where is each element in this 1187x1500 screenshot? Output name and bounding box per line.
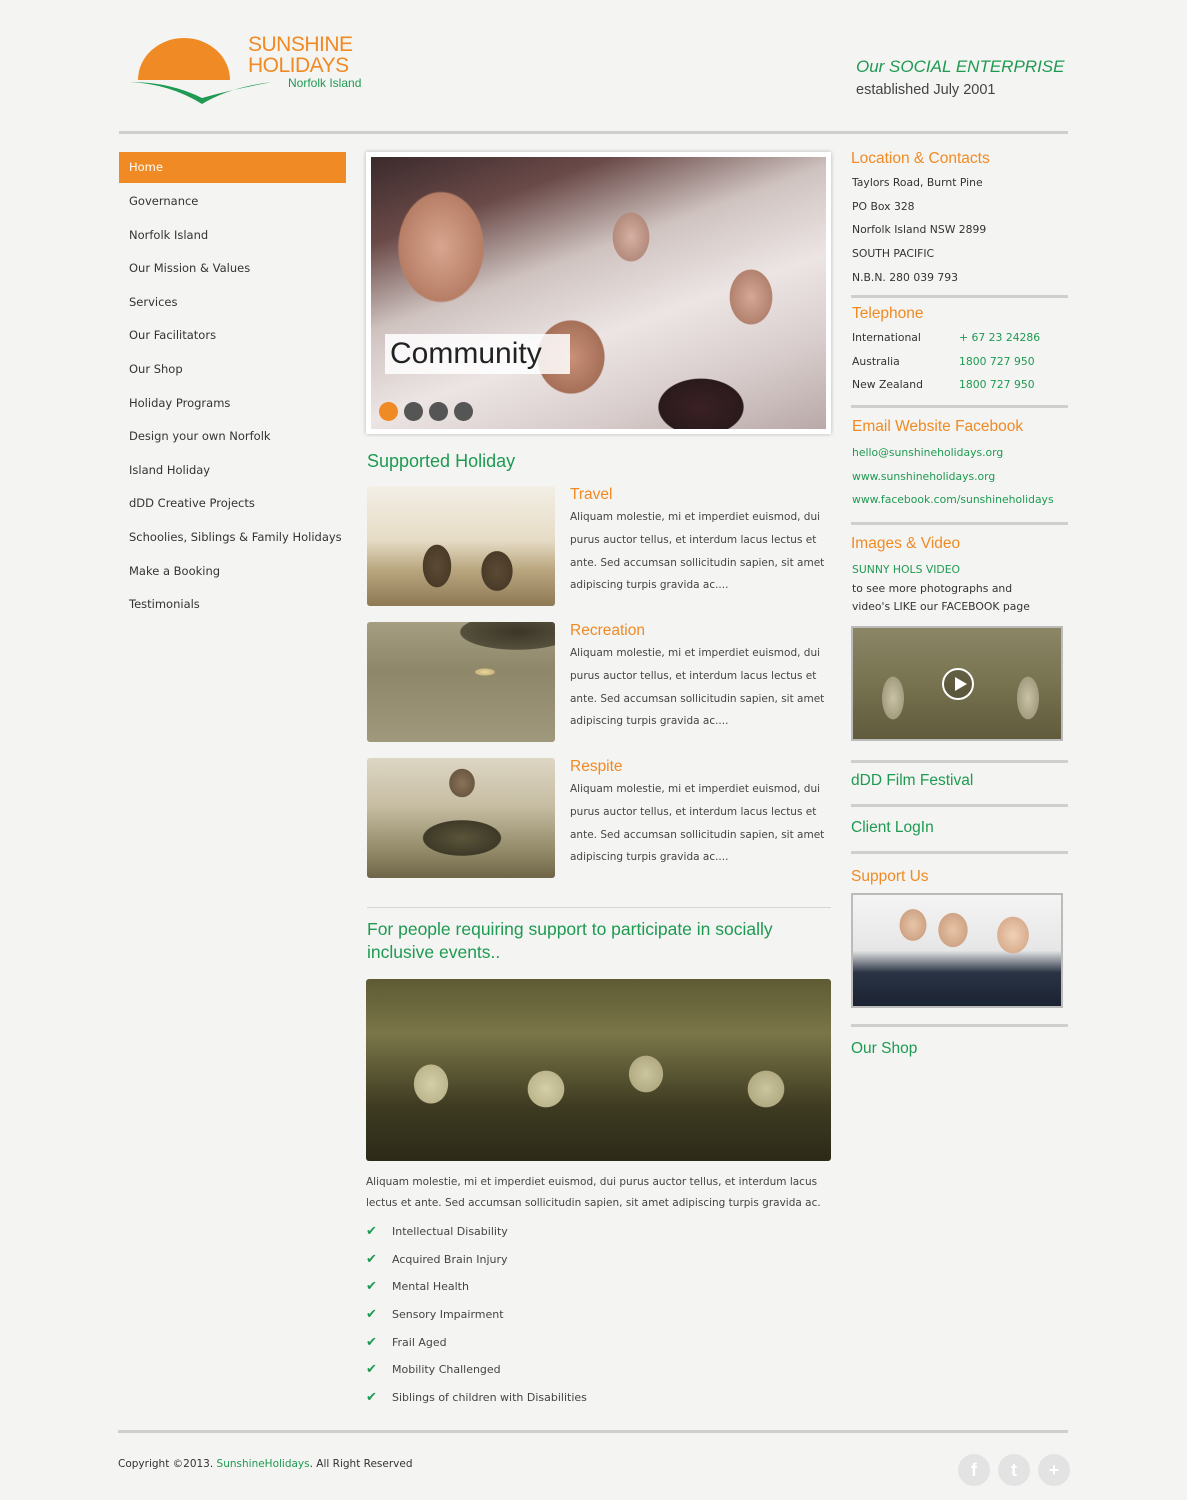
list-item-label: Mental Health xyxy=(392,1280,469,1294)
play-icon[interactable] xyxy=(942,668,974,700)
checkmark-icon: ✔ xyxy=(366,1224,377,1239)
list-item xyxy=(366,1384,826,1412)
email-link[interactable]: hello@sunshineholidays.org xyxy=(852,446,1004,459)
feature-title[interactable]: Respite xyxy=(570,758,623,775)
facebook-link[interactable]: www.facebook.com/sunshineholidays xyxy=(852,493,1054,507)
content-divider xyxy=(367,907,831,908)
list-item-label: Mobility Challenged xyxy=(392,1363,501,1377)
checkmark-icon: ✔ xyxy=(366,1251,377,1267)
video-link[interactable]: SUNNY HOLS VIDEO xyxy=(852,563,961,576)
phone-number[interactable]: + 67 23 24286 xyxy=(959,331,1041,344)
logo-title[interactable] xyxy=(248,34,353,76)
location-line: Norfolk Island NSW 2899 xyxy=(852,223,987,237)
feature-text: Aliquam molestie, mi et imperdiet euismod, dui purus auctor tellus, et interdum lacus lectus et ante. Sed accumsan sollicitudin sapien, sit amet adipiscing turpis gravida ac.... xyxy=(570,783,825,864)
list-item xyxy=(366,1301,826,1329)
hero-slider[interactable] xyxy=(366,152,831,434)
feature-text: Aliquam molestie, mi et imperdiet euismod, dui purus auctor tellus, et interdum lacus lectus et ante. Sed accumsan sollicitudin sapien, sit amet adipiscing turpis gravida ac.... xyxy=(570,511,825,592)
nav-item-make-a-booking[interactable]: Make a Booking xyxy=(129,563,221,578)
contact-links xyxy=(852,441,1082,512)
feature-recreation[interactable] xyxy=(367,622,831,742)
nav-item-design-your-own-norfolk[interactable]: Design your own Norfolk xyxy=(129,429,271,444)
support-us-image[interactable] xyxy=(851,893,1063,1008)
slider-dot[interactable] xyxy=(404,402,423,421)
list-item-label: Acquired Brain Injury xyxy=(392,1252,508,1266)
supported-holiday-title: Supported Holiday xyxy=(367,451,516,471)
slider-dots xyxy=(379,402,473,421)
nav-item-holiday-programs[interactable]: Holiday Programs xyxy=(129,395,231,410)
footer-divider xyxy=(118,1430,1068,1433)
feature-title[interactable]: Recreation xyxy=(570,622,645,639)
nav-item-home[interactable]: Home xyxy=(119,152,346,183)
right-divider xyxy=(851,1024,1068,1027)
support-heading: For people requiring support to participate in socially inclusive events.. xyxy=(367,919,773,962)
video-thumbnail[interactable] xyxy=(851,626,1063,741)
nav-item-governance[interactable]: Governance xyxy=(129,194,199,208)
phone-label: International xyxy=(852,331,921,344)
checkmark-icon: ✔ xyxy=(366,1362,377,1378)
right-divider xyxy=(851,851,1068,854)
location-details xyxy=(852,171,1068,289)
right-divider xyxy=(851,522,1068,525)
images-video-heading: Images & Video xyxy=(851,535,961,552)
phone-number[interactable]: 1800 727 950 xyxy=(959,354,1035,368)
nav-item-ddd-creative-projects[interactable]: dDD Creative Projects xyxy=(129,496,255,511)
list-item-label: Frail Aged xyxy=(392,1335,447,1349)
location-line: PO Box 328 xyxy=(852,199,915,213)
established-text: established July 2001 xyxy=(856,82,996,98)
nav-item-our-facilitators[interactable]: Our Facilitators xyxy=(129,328,217,343)
slider-dot[interactable] xyxy=(379,402,398,421)
our-shop-link[interactable]: Our Shop xyxy=(851,1040,918,1057)
support-us-heading[interactable]: Support Us xyxy=(851,868,929,885)
copyright-suffix: . All Right Reserved xyxy=(309,1458,413,1470)
logo-title-line1: SUNSHINE xyxy=(248,33,353,56)
list-item-label: Sensory Impairment xyxy=(392,1308,504,1322)
location-heading: Location & Contacts xyxy=(851,150,990,167)
respite-image[interactable] xyxy=(367,758,555,878)
phone-row xyxy=(852,326,1068,350)
right-divider xyxy=(851,295,1068,298)
disability-list xyxy=(366,1218,826,1412)
right-divider xyxy=(851,405,1068,408)
group-photo xyxy=(366,979,831,1161)
phone-label: Australia xyxy=(852,354,900,368)
travel-image[interactable] xyxy=(367,486,555,606)
checkmark-icon: ✔ xyxy=(366,1334,377,1350)
header-divider xyxy=(119,131,1068,134)
slider-dot[interactable] xyxy=(454,402,473,421)
phone-row xyxy=(852,350,1068,374)
support-text: Aliquam molestie, mi et imperdiet euismod, dui purus auctor tellus, et interdum lacus lectus et ante. Sed accumsan sollicitudin sapien, sit amet adipiscing turpis gravida ac. xyxy=(366,1176,821,1209)
facebook-note: to see more photographs and video's LIKE our FACEBOOK page xyxy=(852,582,1030,613)
right-divider xyxy=(851,760,1068,763)
slider-dot[interactable] xyxy=(429,402,448,421)
twitter-icon[interactable]: t xyxy=(998,1454,1030,1486)
list-item xyxy=(366,1329,826,1357)
facebook-icon[interactable]: f xyxy=(958,1454,990,1486)
list-item-label: Intellectual Disability xyxy=(392,1225,508,1238)
location-line: SOUTH PACIFIC xyxy=(852,247,935,261)
checkmark-icon: ✔ xyxy=(366,1307,377,1323)
checkmark-icon: ✔ xyxy=(366,1390,377,1406)
list-item xyxy=(366,1356,826,1384)
email-heading: Email Website Facebook xyxy=(852,418,1024,435)
copyright-text xyxy=(118,1458,413,1470)
location-line: Taylors Road, Burnt Pine xyxy=(852,176,983,189)
nav-item-schoolies-siblings-family-holidays[interactable]: Schoolies, Siblings & Family Holidays xyxy=(129,529,342,544)
sidebar-nav xyxy=(119,152,346,622)
feature-text: Aliquam molestie, mi et imperdiet euismod, dui purus auctor tellus, et interdum lacus lectus et ante. Sed accumsan sollicitudin sapien, sit amet adipiscing turpis gravida ac.... xyxy=(570,647,825,728)
list-item xyxy=(366,1273,826,1301)
slider-caption: Community xyxy=(385,334,570,374)
client-login-link[interactable]: Client LogIn xyxy=(851,819,934,836)
tagline: Our SOCIAL ENTERPRISE xyxy=(856,57,1065,76)
feature-title[interactable]: Travel xyxy=(570,486,613,503)
website-link[interactable]: www.sunshineholidays.org xyxy=(852,469,996,483)
telephone-list xyxy=(852,326,1068,397)
nav-item-island-holiday[interactable]: Island Holiday xyxy=(129,462,211,477)
feature-travel[interactable] xyxy=(367,486,831,606)
phone-number[interactable]: 1800 727 950 xyxy=(959,378,1035,392)
googleplus-icon[interactable]: + xyxy=(1038,1454,1070,1486)
recreation-image[interactable] xyxy=(367,622,555,742)
logo-title-line2: HOLIDAYS xyxy=(248,54,349,77)
list-item xyxy=(366,1246,826,1274)
telephone-heading: Telephone xyxy=(852,305,924,322)
list-item-label: Siblings of children with Disabilities xyxy=(392,1391,587,1405)
nav-item-norfolk-island[interactable]: Norfolk Island xyxy=(129,227,209,242)
location-line: N.B.N. 280 039 793 xyxy=(852,270,958,284)
brand-link[interactable]: SunshineHolidays xyxy=(216,1458,310,1470)
slider-image xyxy=(371,157,826,429)
nav-item-testimonials[interactable]: Testimonials xyxy=(129,597,200,612)
right-divider xyxy=(851,804,1068,807)
nav-item-services[interactable]: Services xyxy=(129,294,178,309)
film-festival-link[interactable]: dDD Film Festival xyxy=(851,772,974,789)
nav-item-our-shop[interactable]: Our Shop xyxy=(129,361,183,376)
checkmark-icon: ✔ xyxy=(366,1279,377,1295)
logo-subtitle: Norfolk Island xyxy=(288,76,362,90)
feature-respite[interactable] xyxy=(367,758,831,878)
list-item xyxy=(366,1218,826,1246)
copyright-prefix: Copyright ©2013. xyxy=(118,1458,217,1470)
phone-label: New Zealand xyxy=(852,378,923,392)
nav-item-our-mission-values[interactable]: Our Mission & Values xyxy=(129,261,251,276)
phone-row xyxy=(852,373,1068,397)
logo-sun-icon[interactable] xyxy=(130,32,240,107)
